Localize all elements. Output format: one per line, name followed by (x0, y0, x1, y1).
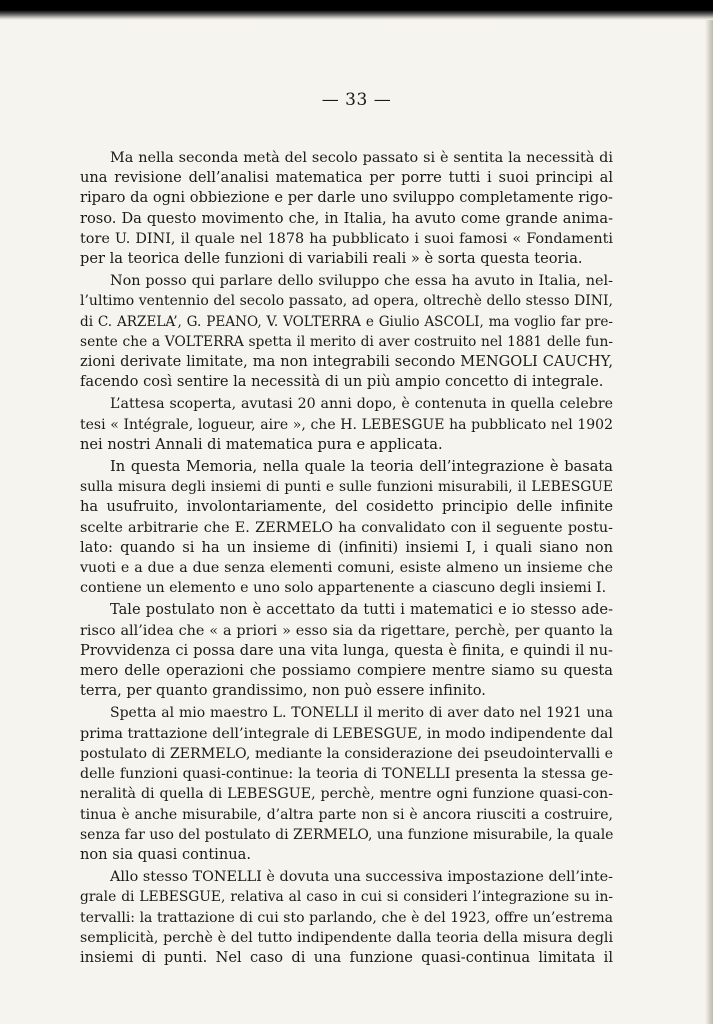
text-line: di C. ARZELA’, G. PEANO, V. VOLTERRA e Giulio ASCOLI, ma voglio far pre- (80, 313, 613, 330)
scan-top-border (0, 0, 713, 20)
text-line: sulla misura degli insiemi di punti e sulle funzioni misurabili, il LEBESGUE (80, 479, 613, 496)
text-line: roso. Da questo movimento che, in Italia, ha avuto come grande anima- (80, 209, 613, 227)
paragraph-1 (80, 148, 613, 269)
text-line: postulato di ZERMELO, mediante la considerazione dei pseudointervalli e (80, 745, 613, 762)
text-line: vuoti e a due a due senza elementi comuni, esiste almeno un insieme che (80, 560, 613, 577)
text-line: lato: quando si ha un insieme di (infiniti) insiemi I, i quali siano non (80, 538, 613, 556)
scan-right-border (705, 20, 713, 1024)
text-line: Allo stesso TONELLI è dovuta una successiva impostazione dell’inte- (110, 869, 613, 886)
paragraph-5 (80, 600, 613, 701)
paragraph-6 (80, 703, 613, 865)
text-line: per la teorica delle funzioni di variabili reali » è sorta questa teoria. (80, 250, 583, 268)
text-line: una revisione dell’analisi matematica per porre tutti i suoi principi al (80, 169, 613, 187)
text-line: Ma nella seconda metà del secolo passato si è sentita la necessità di (110, 150, 613, 166)
text-line: insiemi di punti. Nel caso di una funzione quasi-continua limitata il (80, 948, 613, 966)
text-line: Non posso qui parlare dello sviluppo che essa ha avuto in Italia, nel- (110, 273, 613, 290)
text-line: Provvidenza ci possa dare una vita lunga, questa è finita, e quindi il nu- (80, 641, 613, 659)
text-line: In questa Memoria, nella quale la teoria dell’integrazione è basata (110, 458, 613, 476)
text-line: l’ultimo ventennio del secolo passato, ad opera, oltrechè dello stesso DINI, (80, 293, 613, 310)
text-line: neralità di quella di LEBESGUE, perchè, mentre ogni funzione quasi-con- (80, 786, 613, 803)
text-line: scelte arbitrarie che E. ZERMELO ha convalidato con il seguente postu- (80, 519, 613, 536)
page-number: — 33 — (321, 90, 392, 110)
paragraph-7 (80, 867, 613, 968)
text-line: tore U. DINI, il quale nel 1878 ha pubblicato i suoi famosi « Fondamenti (80, 230, 613, 247)
text-line: Tale postulato non è accettato da tutti i matematici e io stesso ade- (110, 601, 613, 619)
text-line: delle funzioni quasi-continue: la teoria di TONELLI presenta la stessa ge- (80, 766, 613, 783)
text-line: terra, per quanto grandissimo, non può essere infinito. (80, 682, 486, 700)
text-line: senza far uso del postulato di ZERMELO, una funzione misurabile, la quale (80, 826, 614, 843)
text-line: tervalli: la trattazione di cui sto parlando, che è del 1923, offre un’estrema (80, 909, 613, 926)
paragraph-4 (80, 457, 613, 598)
text-line: mero delle operazioni che possiamo compiere mentre siamo su questa (80, 662, 613, 680)
text-line: sente che a VOLTERRA spetta il merito di aver costruito nel 1881 delle fun- (80, 333, 613, 350)
text-line: zioni derivate limitate, ma non integrabili secondo MENGOLI CAUCHY, (80, 353, 613, 371)
text-line: facendo così sentire la necessità di un più ampio concetto di integrale. (80, 373, 604, 391)
text-line: L’attesa scoperta, avutasi 20 anni dopo, è contenuta in quella celebre (110, 396, 613, 413)
text-line: grale di LEBESGUE, relativa al caso in cui si consideri l’integrazione su in- (80, 889, 613, 906)
text-line: Spetta al mio maestro L. TONELLI il merito di aver dato nel 1921 una (110, 705, 613, 722)
document-body (80, 148, 613, 970)
text-line: tinua è anche misurabile, d’altra parte non si è ancora riusciti a costruire, (80, 806, 613, 823)
text-line: contiene un elemento e uno solo appartenente a ciascuno degli insiemi I. (80, 580, 607, 597)
text-line: non sia quasi continua. (80, 845, 251, 863)
text-line: risco all’idea che « a priori » esso sia da rigettare, perchè, per quanto la (80, 622, 613, 639)
text-line: prima trattazione dell’integrale di LEBESGUE, in modo indipendente dal (80, 725, 613, 742)
text-line: tesi « Intégrale, logueur, aire », che H. LEBESGUE ha pubblicato nel 1902 (80, 416, 613, 433)
text-line: ha usufruito, involontariamente, del cosidetto principio delle infinite (80, 498, 613, 516)
paragraph-3 (80, 394, 613, 455)
text-line: nei nostri Annali di matematica pura e applicata. (80, 435, 443, 453)
text-line: riparo da ogni obbiezione e per darle uno sviluppo completamente rigo- (80, 189, 613, 207)
text-line: semplicità, perchè è del tutto indipendente dalla teoria della misura degli (80, 929, 613, 946)
paragraph-2 (80, 271, 613, 392)
